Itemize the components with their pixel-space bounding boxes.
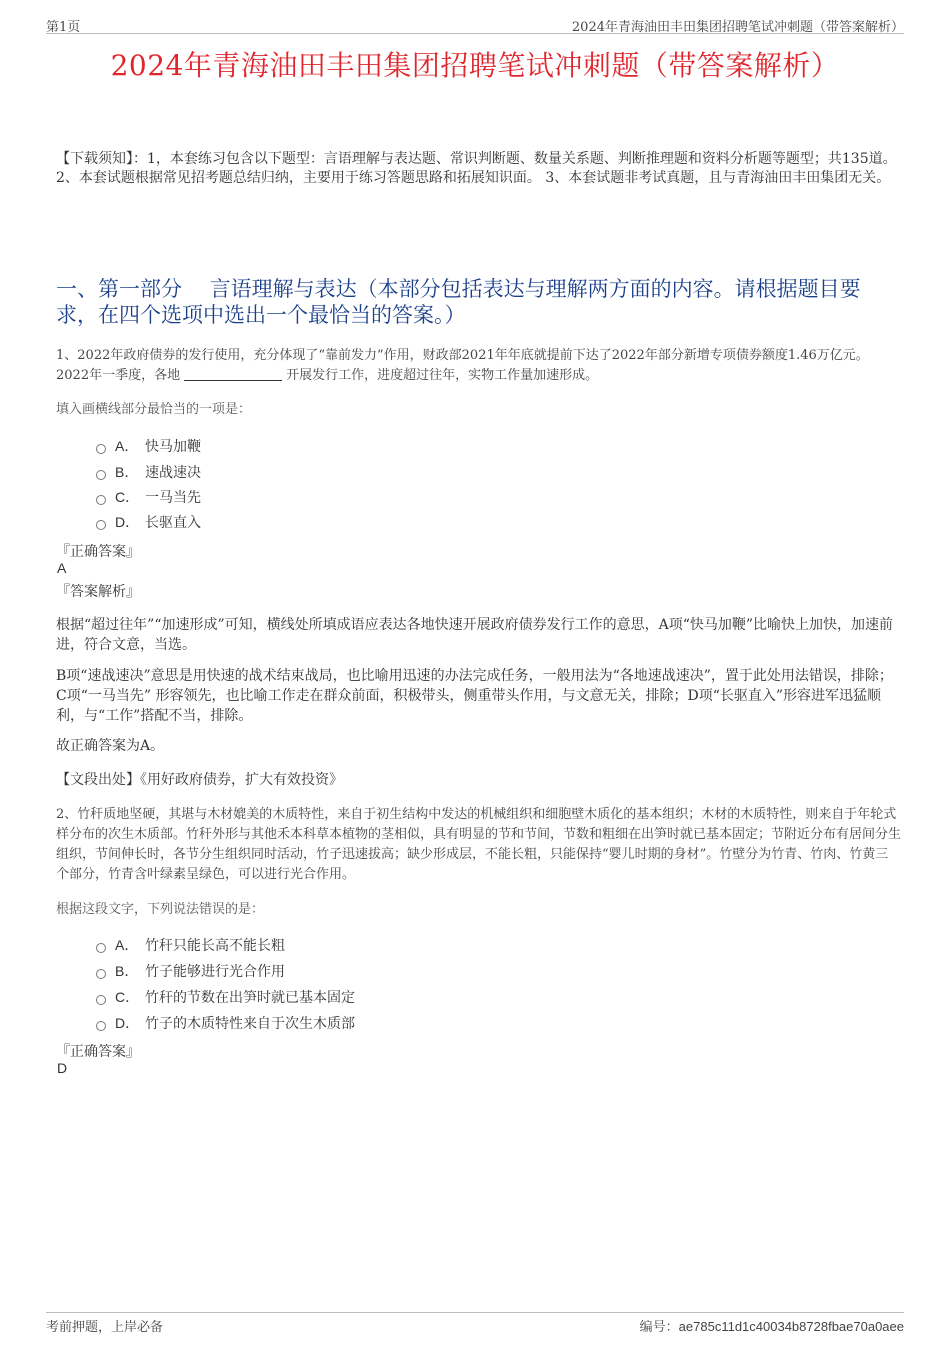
q2-answer: D — [57, 1060, 68, 1076]
footer-code — [640, 1316, 904, 1335]
q1-option-d[interactable]: D． 长驱直入 — [96, 512, 201, 532]
section-heading: 一、第一部分 言语理解与表达（本部分包括表达与理解两方面的内容。请根据题目要求，在四个选项中选出一个最恰当的答案。） — [56, 277, 861, 327]
q1-analysis-1: 根据“超过往年”“加速形成”可知，横线处所填成语应表达各地快速开展政府债券发行工作的意思，A项“快马加鞭”比喻快上加快，加速前进，符合文意，当选。 — [56, 617, 894, 653]
question-2-prompt: 根据这段文字，下列说法错误的是： — [56, 902, 265, 917]
q1-option-c[interactable]: C． 一马当先 — [96, 487, 201, 507]
page-header — [46, 14, 904, 34]
footer-code-label: 编号： — [639, 1320, 679, 1335]
question-1-stem — [56, 346, 901, 386]
q1-option-b[interactable]: B． 速战速决 — [96, 462, 201, 482]
radio-icon[interactable] — [96, 1021, 106, 1031]
question-1-stem-part1: 1、2022年政府债券的发行使用，充分体现了“靠前发力”作用，财政部2021年年底就提前下达了2022年部分新增专项债券额度1.46万亿元。2022年一季度，各地 — [56, 348, 869, 383]
q2-option-c[interactable]: C． 竹秆的节数在出笋时就已基本固定 — [96, 987, 355, 1007]
radio-icon[interactable] — [96, 969, 106, 979]
q1-option-a[interactable]: A． 快马加鞭 — [96, 436, 201, 456]
radio-icon[interactable] — [96, 444, 106, 454]
footer-code-value: ae785c11d1c40034b8728fbae70a0aee — [678, 1319, 904, 1334]
radio-icon[interactable] — [96, 520, 106, 530]
q2-option-b[interactable]: B． 竹子能够进行光合作用 — [96, 961, 285, 981]
q1-answer-label: 『正确答案』 — [56, 544, 140, 560]
q1-answer: A — [57, 560, 67, 576]
q2-option-d[interactable]: D． 竹子的木质特性来自于次生木质部 — [96, 1013, 355, 1033]
q1-analysis-2: B项“速战速决”意思是用快速的战术结束战局，也比喻用迅速的办法完成任务，一般用法为“各地速战速决”，置于此处用法错误，排除；C项“一马当先” 形容领先，也比喻工作走在群众前面，积极带头，侧重带头作用，与文意无关，排除；D项“长驱直入”形容进军迅猛顺利，与“工作”搭配不当，排除。 — [56, 668, 893, 724]
q1-analysis-3: 故正确答案为A。 — [56, 738, 165, 754]
footer-slogan: 考前押题，上岸必备 — [46, 1320, 164, 1335]
fill-blank-line — [184, 367, 282, 381]
radio-icon[interactable] — [96, 495, 106, 505]
question-1-prompt: 填入画横线部分最恰当的一项是： — [56, 402, 252, 417]
q1-analysis-label: 『答案解析』 — [56, 584, 140, 600]
download-notice: 【下载须知】：1，本套练习包含以下题型：言语理解与表达题、常识判断题、数量关系题、判断推理题和资料分析题等题型；共135道。 2、本套试题根据常见招考题总结归纳，主要用于练习答题思路和拓展知识面。 3、本套试题非考试真题，且与青海油田丰田集团无关。 — [56, 151, 897, 186]
document-title: 2024年青海油田丰田集团招聘笔试冲刺题（带答案解析） — [110, 49, 840, 82]
question-2-stem: 2、竹秆质地坚硬，其堪与木材媲美的木质特性，来自于初生结构中发达的机械组织和细胞壁木质化的基本组织；木材的木质特性，则来自于年轮式样分布的次生木质部。竹秆外形与其他禾本科草本植物的茎相似，具有明显的节和节间，节数和粗细在出笋时就已基本固定；节附近分布有居间分生组织，节间伸长时，各节分生组织同时活动，竹子迅速拔高；缺少形成层，不能长粗，只能保持“婴儿时期的身材”。竹壁分为竹青、竹肉、竹黄三个部分，竹青含叶绿素呈绿色，可以进行光合作用。 — [56, 807, 902, 882]
radio-icon[interactable] — [96, 470, 106, 480]
radio-icon[interactable] — [96, 943, 106, 953]
q2-answer-label: 『正确答案』 — [56, 1044, 140, 1060]
page-number: 第1页 — [46, 20, 81, 35]
q1-source: 【文段出处】《用好政府债券，扩大有效投资》 — [56, 772, 343, 788]
radio-icon[interactable] — [96, 995, 106, 1005]
question-1-stem-part2: 开展发行工作，进度超过往年，实物工作量加速形成。 — [286, 368, 599, 383]
header-doc-title: 2024年青海油田丰田集团招聘笔试冲刺题（带答案解析） — [571, 20, 904, 35]
page-footer — [46, 1312, 904, 1335]
q2-option-a[interactable]: A． 竹秆只能长高不能长粗 — [96, 935, 285, 955]
